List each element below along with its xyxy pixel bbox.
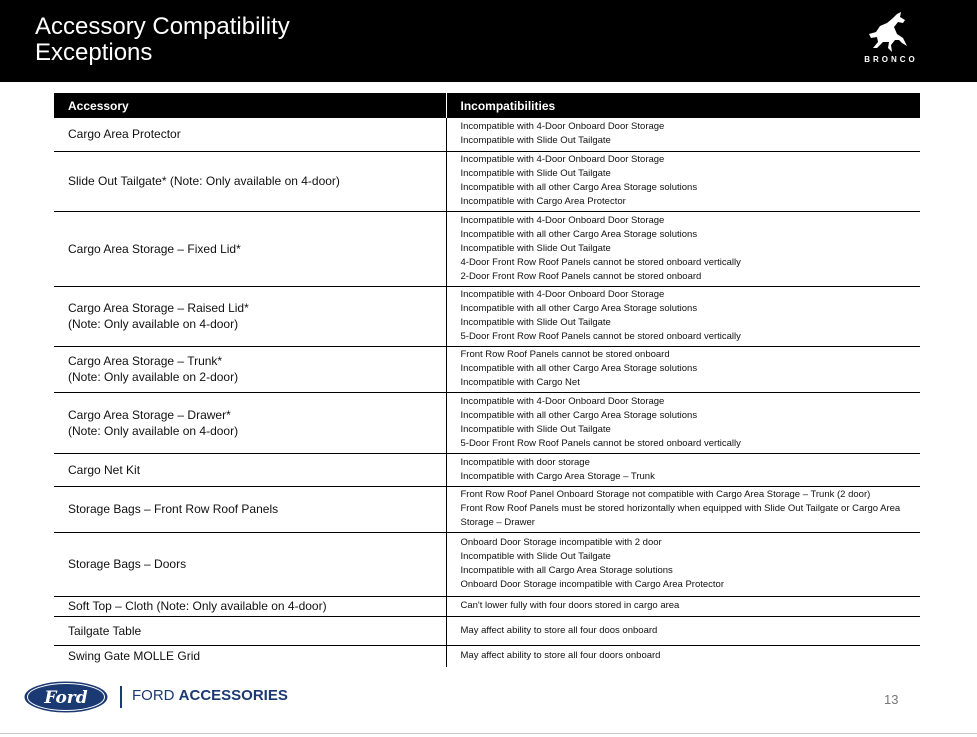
accessory-cell [54,596,446,616]
accessory-cell [54,392,446,453]
incompatibility-item: Incompatible with Cargo Area Protector [460,196,626,207]
compatibility-table-container [54,93,920,667]
footer-brand [132,687,288,704]
accessory-note: (Note: Only available on 4-door) [68,317,239,331]
bronco-logo [845,12,937,68]
incompatibility-item: Front Row Roof Panels cannot be stored onboard [460,349,670,360]
incompatibility-item: Front Row Roof Panels must be stored horizontally when equipped with Slide Out Tailgate or Cargo Area Storage – Drawer [460,503,901,528]
incompatibility-item: Incompatible with Cargo Net [460,377,580,388]
table-row [54,346,920,392]
accessory-cell [54,532,446,596]
footer-divider [120,686,122,708]
accessory-note: (Note: Only available on 2-door) [68,370,239,384]
incompatibility-item: Incompatible with all other Cargo Area Storage solutions [460,228,698,240]
accessory-cell [54,286,446,346]
incompatibility-item: May affect ability to store all four doors onboard [460,650,661,662]
incompatibility-item: Incompatible with 4-Door Onboard Door Storage [460,154,665,165]
incompatibilities-cell [446,596,920,616]
slide-title [35,14,455,66]
incompatibility-item: Incompatible with Slide Out Tailgate [460,423,611,435]
accessory-note: (Note: Only available on 4-door) [68,423,239,438]
incompatibility-item: Front Row Roof Panel Onboard Storage not compatible with Cargo Area Storage – Trunk (2 door) [460,489,871,500]
incompatibility-item: Incompatible with 4-Door Onboard Door Storage [460,214,665,226]
slide-header [0,0,977,82]
incompatibility-item: Incompatible with 4-Door Onboard Door Storage [460,289,665,300]
incompatibility-item: May affect ability to store all four doos onboard [460,624,658,636]
accessory-name: Cargo Area Storage – Fixed Lid* [68,241,241,256]
accessory-cell [54,486,446,532]
incompatibilities-cell [446,392,920,453]
accessory-cell [54,211,446,286]
page-number: 13 [884,692,899,707]
incompatibility-item: Can't lower fully with four doors stored in cargo area [460,600,680,611]
accessory-name: Cargo Area Protector [68,127,181,142]
bronco-horse-icon [867,12,913,54]
incompatibility-item: Incompatible with Slide Out Tailgate [460,317,611,328]
accessory-cell [54,151,446,211]
table-row [54,645,920,667]
ford-logo-text: Ford [44,688,88,708]
incompatibility-item: Onboard Door Storage incompatible with 2 door [460,537,662,548]
accessory-name: Swing Gate MOLLE Grid [68,649,201,664]
bottom-divider [0,733,977,734]
bronco-wordmark: BRONCO [864,55,918,64]
incompatibilities-cell [446,453,920,486]
incompatibility-item: Incompatible with all other Cargo Area Storage solutions [460,182,698,193]
table-row [54,118,920,151]
accessory-name: Tailgate Table [68,623,142,638]
table-row [54,486,920,532]
incompatibility-item: Incompatible with all Cargo Area Storage solutions [460,565,673,576]
footer-brand-prefix: FORD [132,687,175,704]
incompatibilities-cell [446,118,920,151]
incompatibility-item: Onboard Door Storage incompatible with Cargo Area Protector [460,579,724,590]
accessory-name: Storage Bags – Doors [68,557,187,571]
incompatibility-item: Incompatible with Slide Out Tailgate [460,135,611,147]
accessory-cell [54,616,446,645]
incompatibility-item: Incompatible with Slide Out Tailgate [460,242,611,254]
incompatibility-item: Incompatible with 4-Door Onboard Door Storage [460,395,665,407]
accessory-name: Cargo Area Storage – Raised Lid* [68,301,249,315]
incompatibility-item: Incompatible with Slide Out Tailgate [460,551,611,562]
table-header-row [54,93,920,118]
incompatibility-item: Incompatible with Cargo Area Storage – Trunk [460,470,655,482]
accessory-name: Cargo Area Storage – Trunk* [68,354,223,368]
incompatibilities-cell [446,486,920,532]
accessory-name: Storage Bags – Front Row Roof Panels [68,502,279,516]
table-row [54,151,920,211]
incompatibilities-cell [446,286,920,346]
ford-oval-logo [23,680,109,714]
incompatibility-item: Incompatible with all other Cargo Area Storage solutions [460,363,698,374]
incompatibilities-cell [446,346,920,392]
table-row [54,392,920,453]
table-row [54,596,920,616]
incompatibilities-cell [446,616,920,645]
accessory-name: Soft Top – Cloth (Note: Only available on 4-door) [68,599,327,613]
accessory-name: Cargo Area Storage – Drawer* [68,407,231,422]
incompatibility-item: 5-Door Front Row Roof Panels cannot be stored onboard vertically [460,437,741,449]
incompatibility-item: 4-Door Front Row Roof Panels cannot be stored onboard vertically [460,256,741,268]
footer-brand-suffix: ACCESSORIES [178,687,288,704]
incompatibilities-cell [446,151,920,211]
accessory-cell [54,453,446,486]
incompatibility-item: Incompatible with all other Cargo Area Storage solutions [460,409,698,421]
header-accessory: Accessory [54,93,446,118]
slide-title-line-2: Exceptions [35,39,153,66]
incompatibility-item: Incompatible with Slide Out Tailgate [460,168,611,179]
accessory-cell [54,645,446,667]
incompatibility-item: Incompatible with 4-Door Onboard Door Storage [460,121,665,133]
incompatibilities-cell [446,532,920,596]
incompatibility-item: Incompatible with all other Cargo Area Storage solutions [460,303,698,314]
table-row [54,286,920,346]
accessory-cell [54,346,446,392]
incompatibility-item: 5-Door Front Row Roof Panels cannot be stored onboard vertically [460,331,741,342]
slide-title-line-1: Accessory Compatibility [35,13,290,40]
table-row [54,211,920,286]
table-row [54,616,920,645]
accessory-cell [54,118,446,151]
compatibility-table [54,93,920,667]
table-row [54,453,920,486]
incompatibility-item: 2-Door Front Row Roof Panels cannot be stored onboard [460,270,702,282]
accessory-name: Slide Out Tailgate* (Note: Only available on 4-door) [68,174,340,188]
accessory-name: Cargo Net Kit [68,462,141,477]
incompatibility-item: Incompatible with door storage [460,456,590,468]
header-incompatibilities: Incompatibilities [446,93,920,118]
incompatibilities-cell [446,645,920,667]
incompatibilities-cell [446,211,920,286]
table-row [54,532,920,596]
